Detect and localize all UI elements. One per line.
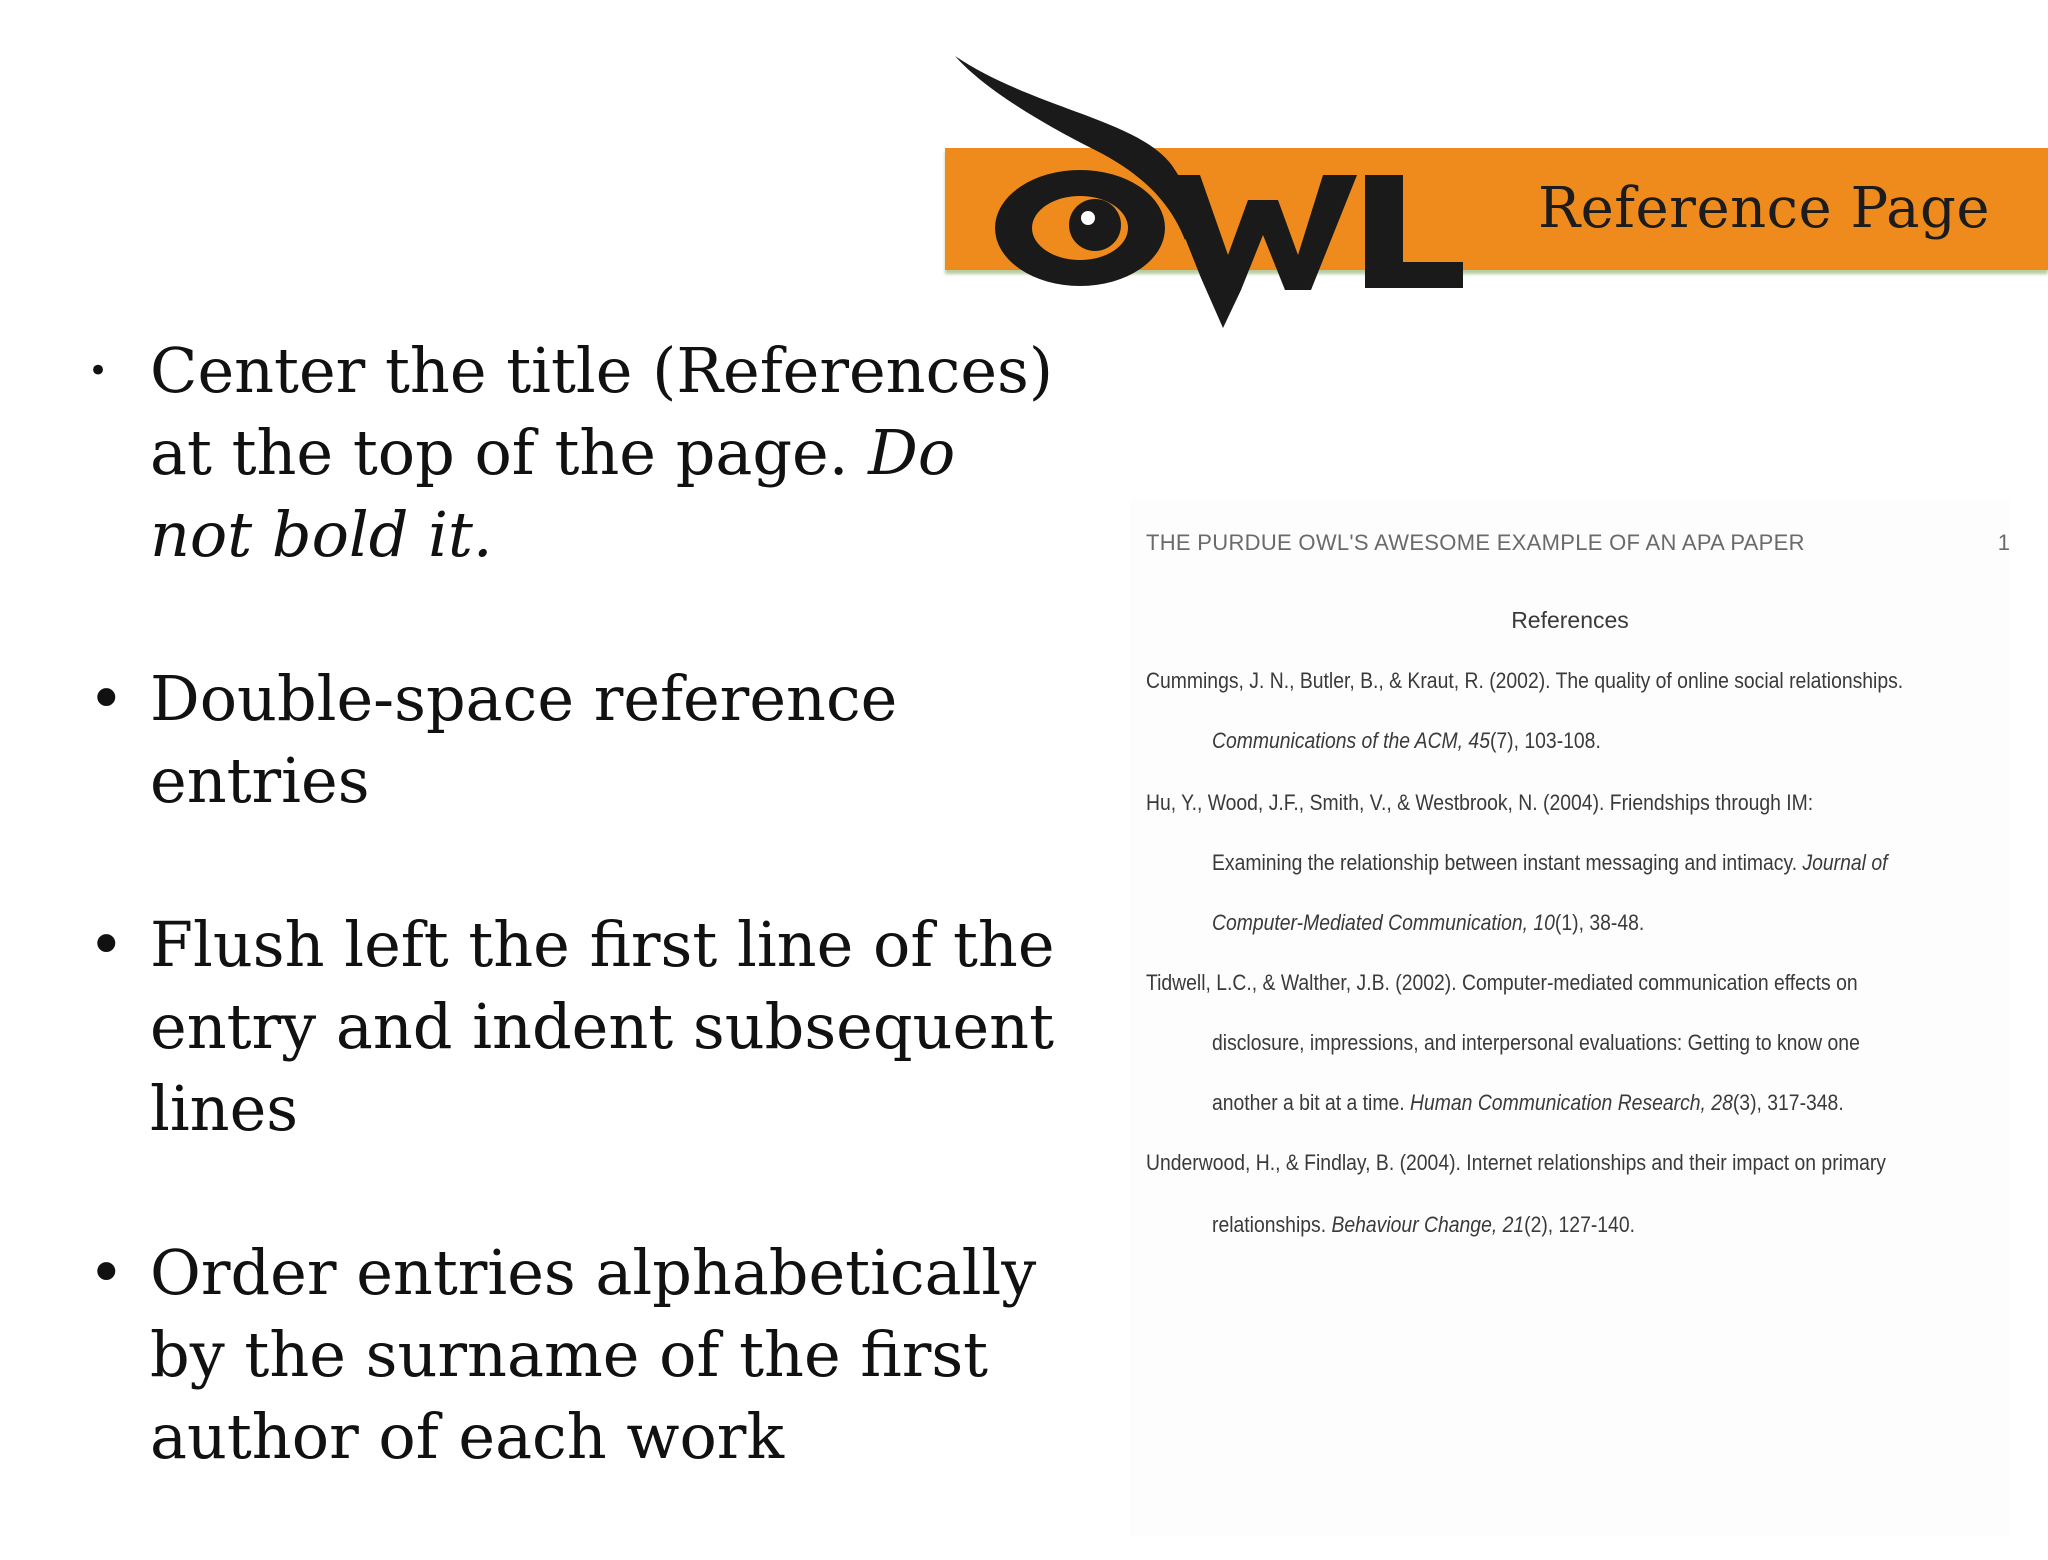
bullet-text: Double-space reference entries [150, 662, 898, 817]
owl-letter-w [1160, 175, 1357, 328]
owl-highlight [1081, 211, 1095, 225]
bullet-text: Flush left the first line of the entry and indent subsequent lines [150, 908, 1055, 1145]
references-heading: References [1511, 607, 1629, 633]
owl-letter-l [1365, 175, 1463, 288]
reference-line: Examining the relationship between instant messaging and intimacy. Journal of [1212, 850, 1888, 875]
bullet-marker: • [88, 662, 125, 735]
reference-line: Cummings, J. N., Butler, B., & Kraut, R. (2002). The quality of online social relationships. [1146, 668, 1904, 693]
owl-logo [945, 50, 1465, 340]
reference-line: Tidwell, L.C., & Walther, J.B. (2002). Computer-mediated communication effects on [1146, 970, 1858, 995]
reference-line: Underwood, H., & Findlay, B. (2004). Internet relationships and their impact on primary [1146, 1150, 1886, 1175]
bullet-center-title [80, 330, 1060, 576]
page-title: Reference Page [1538, 176, 1990, 241]
reference-line: relationships. Behaviour Change, 21(2), 127-140. [1212, 1212, 1635, 1237]
bullet-list [80, 330, 1060, 1560]
bullet-order-entries [80, 1232, 1060, 1478]
bullet-flush-left [80, 904, 1060, 1150]
bullet-text: Center the title (References) at the top of the page. [150, 334, 1054, 489]
running-head: THE PURDUE OWL'S AWESOME EXAMPLE OF AN APA PAPER [1146, 530, 1805, 555]
reference-line: disclosure, impressions, and interpersonal evaluations: Getting to know one [1212, 1030, 1860, 1055]
bullet-double-space [80, 658, 1060, 822]
reference-line: another a bit at a time. Human Communication Research, 28(3), 317-348. [1212, 1090, 1844, 1115]
bullet-marker: • [88, 351, 109, 391]
bullet-marker: • [88, 1236, 125, 1309]
bullet-emphasis: Do not bold it. [150, 416, 956, 571]
reference-line: Computer-Mediated Communication, 10(1), 38-48. [1212, 910, 1645, 935]
page-number: 1 [1997, 530, 2010, 555]
reference-line: Communications of the ACM, 45(7), 103-108. [1212, 728, 1601, 753]
bullet-marker: • [88, 908, 125, 981]
bullet-text: Order entries alphabetically by the surname of the first author of each work [150, 1236, 1037, 1473]
owl-pupil [1069, 199, 1121, 251]
apa-paper-sample [1130, 500, 2010, 1536]
reference-line: Hu, Y., Wood, J.F., Smith, V., & Westbrook, N. (2004). Friendships through IM: [1146, 790, 1814, 815]
